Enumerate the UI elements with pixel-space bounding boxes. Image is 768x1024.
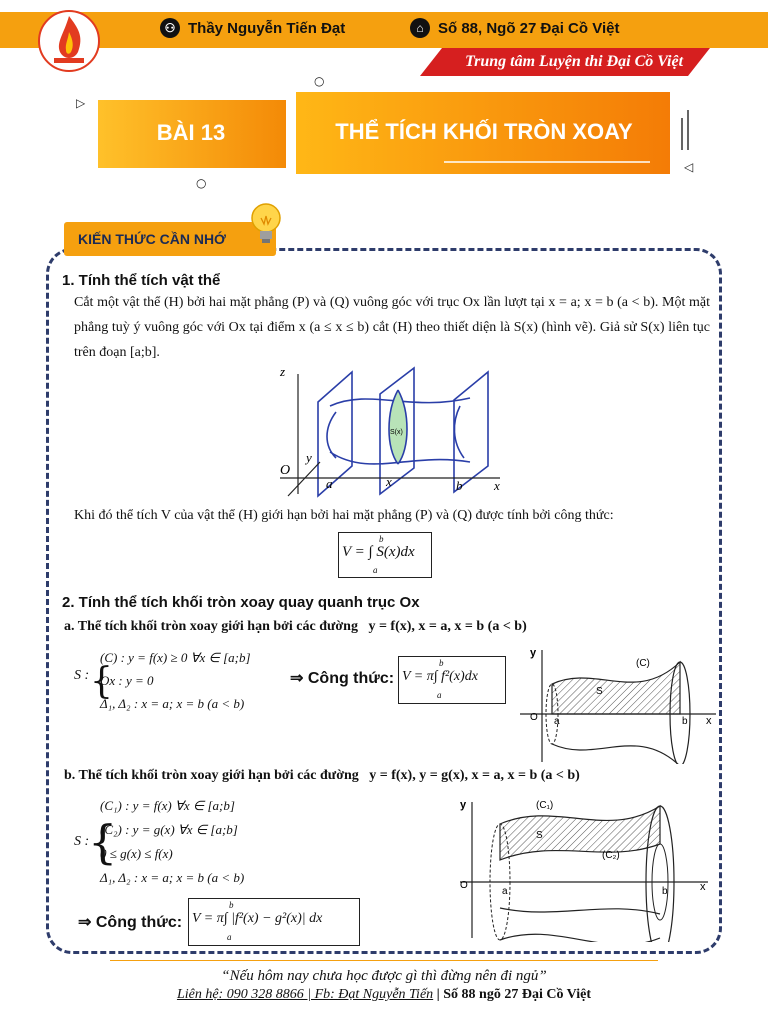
system-a-line-1: (C) : y = f(x) ≥ 0 ∀x ∈ [a;b] — [100, 650, 251, 665]
formula-a-lead — [290, 668, 394, 688]
home-icon: ⌂ — [410, 18, 430, 38]
part2b-condition: y = f(x), y = g(x), x = a, x = b (a < b) — [369, 768, 580, 783]
fig-b-origin-label: O — [460, 880, 468, 891]
fig-a-b-label: b — [682, 716, 688, 727]
triangle-deco-icon-2: ◁ — [684, 160, 694, 174]
system-b-line-2: (C₂) : y = g(x) ∀x ∈ [a;b] — [100, 822, 238, 837]
footer-quote: “Nếu hôm nay chưa học được gì thì đừng nên đi ngủ” — [221, 968, 547, 984]
fig-b-x-label: x — [700, 881, 706, 893]
formula-box-3 — [188, 898, 360, 946]
solid-section-figure — [270, 362, 520, 502]
address-text: Số 88, Ngõ 27 Đại Cồ Việt — [438, 19, 620, 37]
system-b-line-4: Δ₁, Δ₂ : x = a; x = b (a < b) — [100, 870, 245, 885]
system-b-brace: { — [88, 815, 118, 869]
part1-paragraph-2: Khi đó thể tích V của vật thể (H) giới hạn bởi hai mặt phẳng (P) và (Q) được tính bởi công thức: — [74, 508, 614, 523]
arrow-icon-2: ⇒ — [78, 914, 92, 931]
part2b-title — [64, 768, 580, 784]
part1-paragraph: Cắt một vật thể (H) bởi hai mặt phẳng (P) và (Q) vuông góc với trục Ox lần lượt tại x = a; x = b (a < b). Một mặt phẳng tuỳ ý vuông góc với Ox tại điểm x (a ≤ x ≤ b) cắt (H) theo thiết diện là S(x) (hình vẽ). Giả sử S(x) liên tục trên đoạn [a;b]. — [74, 295, 710, 360]
triangle-deco-icon: ▷ — [76, 96, 86, 110]
formula1-lower: a — [373, 565, 378, 575]
formula-b-lead — [78, 912, 182, 932]
footer-contact-link[interactable]: Liên hệ: 090 328 8866 | Fb: Đạt Nguyễn Tiến — [176, 987, 434, 1002]
fig-a-y-label: y — [530, 647, 537, 659]
person-icon: ⚇ — [160, 18, 180, 38]
center-name: Trung tâm Luyện thi Đại Cồ Việt — [464, 53, 684, 70]
formula3-text: V = π∫ |f²(x) − g²(x)| dx — [192, 911, 323, 926]
fig1-x-mid-label: x — [386, 474, 392, 489]
system-a-line-2: Ox : y = 0 — [100, 673, 154, 688]
arrow-icon: ⇒ — [290, 670, 304, 687]
header-bar — [0, 12, 768, 48]
lightbulb-icon — [248, 200, 284, 248]
formula1-text: V = ∫ S(x)dx — [342, 544, 415, 560]
footer-address: | Số 88 ngõ 27 Đại Cồ Việt — [436, 987, 592, 1002]
fig-b-c1-label: (C₁) — [536, 800, 554, 811]
fig-a-a-label: a — [554, 716, 560, 727]
system-a-label: S : — [74, 668, 90, 683]
fig1-a-label: a — [326, 476, 333, 491]
part2a-title — [64, 619, 527, 635]
formula-box-2 — [398, 656, 506, 704]
formula-b-label: Công thức: — [95, 914, 183, 931]
fig-a-origin-label: O — [530, 712, 538, 723]
system-a-line-3: Δ₁, Δ₂ : x = a; x = b (a < b) — [100, 696, 245, 711]
fig1-origin-label: O — [280, 463, 291, 478]
formula-a-label: Công thức: — [307, 670, 395, 687]
footer-divider — [110, 960, 658, 961]
system-b — [100, 794, 244, 890]
fig1-b-label: b — [456, 478, 463, 493]
revolution-figure-b — [456, 790, 714, 942]
system-b-line-3: 0 ≤ g(x) ≤ f(x) — [100, 846, 173, 861]
fig-a-curve-label: (C) — [636, 658, 650, 669]
fig1-section-label: S(x) — [390, 429, 403, 436]
circle-deco-icon-2: ○ — [196, 176, 207, 190]
fig1-z-label: z — [280, 364, 286, 379]
part1-heading: 1. Tính thể tích vật thể — [62, 272, 221, 289]
section-tag: KIẾN THỨC CẦN NHỚ — [64, 222, 276, 256]
fig-b-a-label: a — [502, 886, 508, 897]
part2a-condition: y = f(x), x = a, x = b (a < b) — [368, 619, 527, 634]
author-info — [160, 18, 345, 38]
formula2-lower: a — [437, 690, 442, 700]
formula3-upper: b — [229, 900, 234, 910]
fig-b-area-label: S — [536, 830, 543, 841]
address-info — [410, 18, 619, 38]
system-a-brace: { — [90, 661, 113, 702]
fig-a-area-label: S — [596, 686, 603, 697]
part2-heading: 2. Tính thể tích khối tròn xoay quay quanh trục Ox — [62, 594, 420, 611]
fig1-y-label: y — [306, 450, 312, 465]
fig-b-y-label: y — [460, 799, 467, 811]
lesson-number: BÀI 13 — [156, 120, 226, 145]
formula-box-1 — [338, 532, 432, 578]
fig1-x-axis-label: x — [494, 478, 500, 493]
formula2-text: V = π∫ f²(x)dx — [402, 669, 478, 684]
part2a-title-text: a. Thể tích khối tròn xoay giới hạn bởi các đường — [64, 619, 358, 634]
footer-contact — [0, 987, 768, 1003]
flame-logo-icon — [38, 8, 100, 74]
fig-b-c2-label: (C₂) — [602, 850, 620, 861]
fig-b-b-label: b — [662, 886, 668, 897]
revolution-figure-a — [516, 644, 722, 764]
system-b-line-1: (C₁) : y = f(x) ∀x ∈ [a;b] — [100, 798, 235, 813]
author-name: Thầy Nguyễn Tiến Đạt — [188, 19, 346, 37]
lesson-title: THỂ TÍCH KHỐI TRÒN XOAY — [335, 119, 633, 144]
circle-deco-icon: ○ — [314, 74, 325, 88]
formula3-lower: a — [227, 932, 232, 942]
fig-a-x-label: x — [706, 715, 712, 727]
formula1-upper: b — [379, 534, 384, 544]
part2b-title-text: b. Thể tích khối tròn xoay giới hạn bởi các đường — [64, 768, 359, 783]
system-b-label: S : — [74, 834, 90, 849]
system-a — [100, 646, 251, 715]
formula2-upper: b — [439, 658, 444, 668]
